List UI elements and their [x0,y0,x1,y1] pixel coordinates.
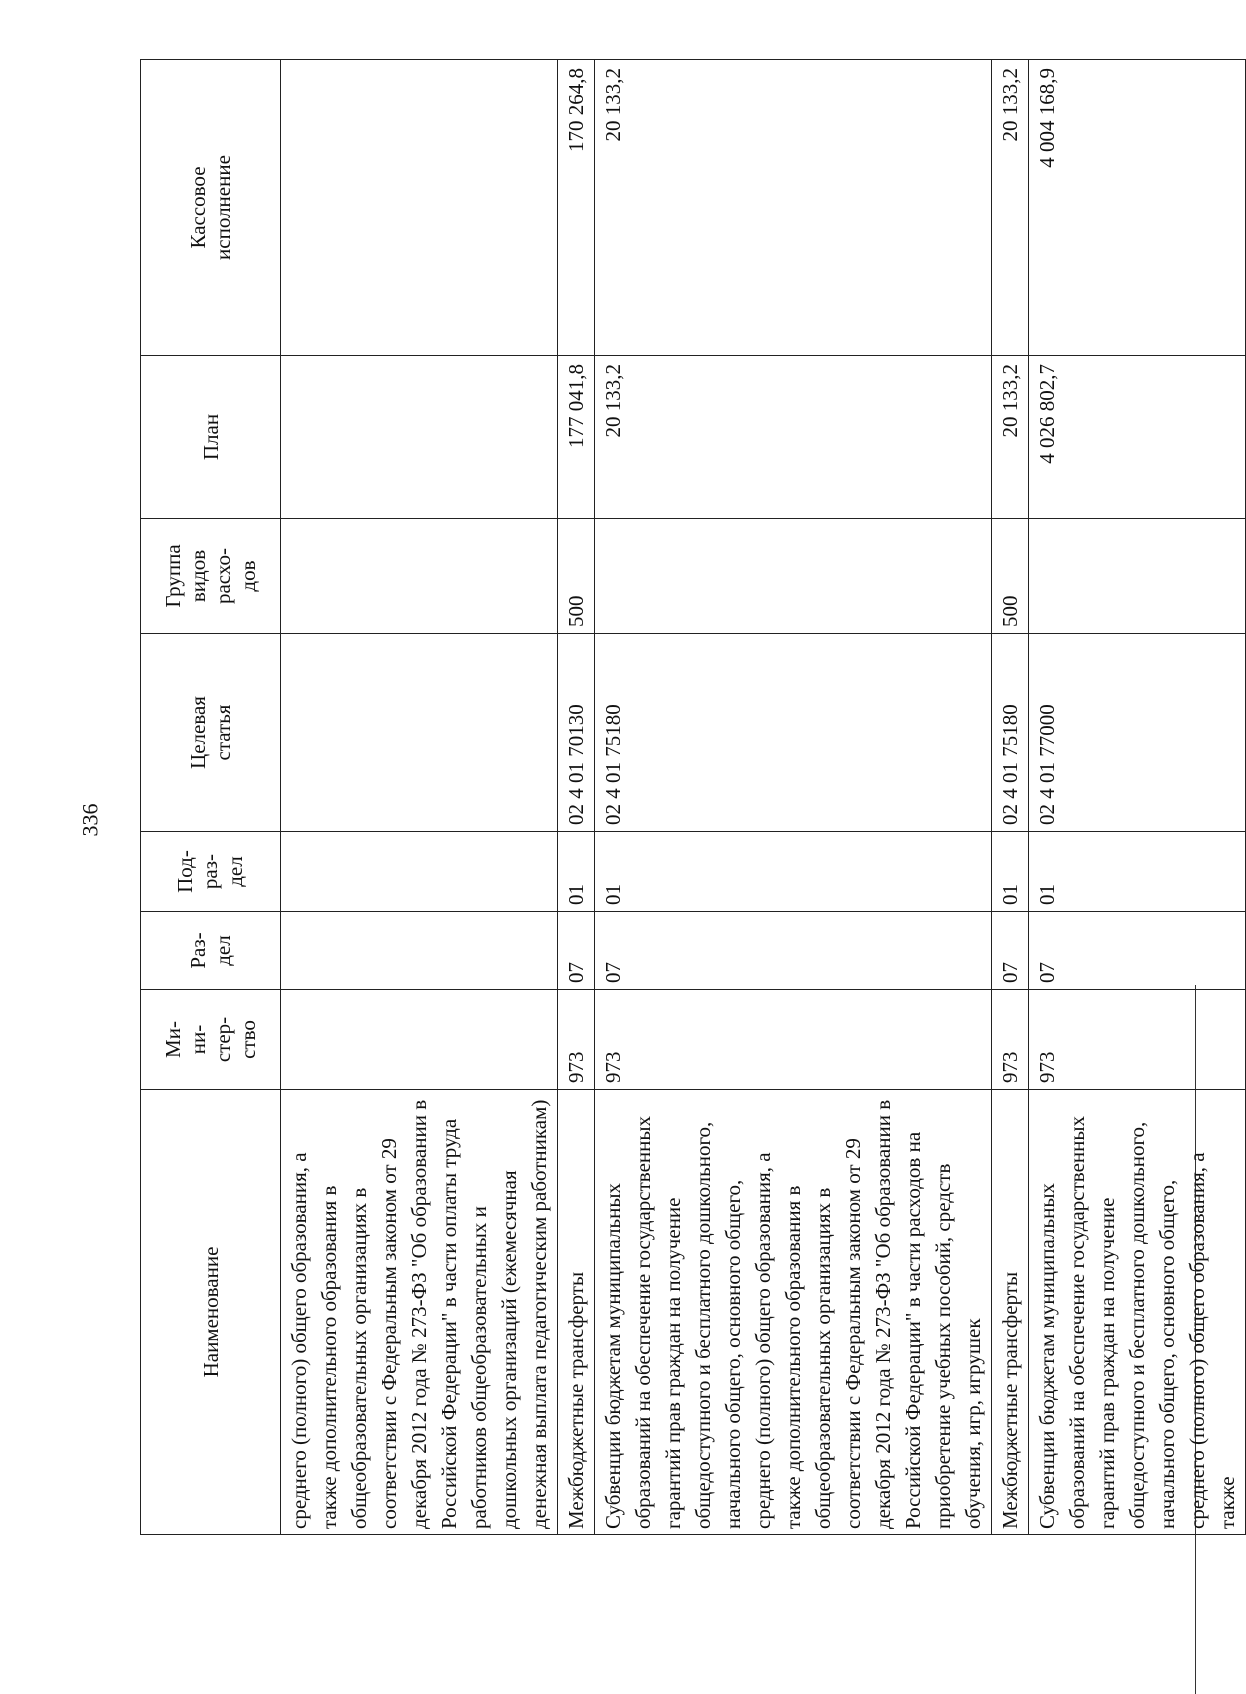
table-row [595,60,992,1535]
cell-subsection: 01 [558,832,595,912]
cell-name: Межбюджетные трансферты [558,1090,595,1535]
cell-ministry: 973 [595,990,992,1090]
cell-section [281,912,558,990]
cell-ministry [281,990,558,1090]
rotated-table-wrapper [140,60,1239,1535]
cell-target: 02 4 01 75180 [595,634,992,832]
cell-subsection: 01 [992,832,1029,912]
table-row [558,60,595,1535]
cell-plan: 20 133,2 [992,356,1029,519]
header-row [141,60,281,1535]
cell-subsection: 01 [595,832,992,912]
cell-ministry: 973 [1029,990,1246,1090]
table-row [1029,60,1246,1535]
header-subsection: Под- раз- дел [141,832,281,912]
cell-name: Субвенции бюджетам муниципальных образований на обеспечение государственных гарантий прав граждан на получение общедоступного и бесплатного дошкольного, начального общего, основного общего, среднего (полного) общего образования, а также дополнительного образования в общеобразовательных организациях в соответствии с Федеральным законом от 29 декабря 2012 года № 273-ФЗ "Об образовании в Российской Федерации" в части расходов на приобретение учебных пособий, средств обучения, игр, игрушек [595,1090,992,1535]
cell-name: среднего (полного) общего образования, а также дополнительного образования в общеобразовательных организациях в соответствии с Федеральным законом от 29 декабря 2012 года № 273-ФЗ "Об образовании в Российской Федерации" в части оплаты труда работников общеобразовательных и дошкольных организаций (ежемесячная денежная выплата педагогическим работникам) [281,1090,558,1535]
cell-subsection [281,832,558,912]
header-section: Раз- дел [141,912,281,990]
header-target: Целевая статья [141,634,281,832]
cell-section: 07 [992,912,1029,990]
cell-group [281,519,558,634]
header-name: Наименование [141,1090,281,1535]
cell-target: 02 4 01 70130 [558,634,595,832]
cell-name: Межбюджетные трансферты [992,1090,1029,1535]
cell-target: 02 4 01 77000 [1029,634,1246,832]
cell-target [281,634,558,832]
cell-ministry: 973 [992,990,1029,1090]
cell-plan: 177 041,8 [558,356,595,519]
header-plan: План [141,356,281,519]
cell-group [1029,519,1246,634]
table-row [281,60,558,1535]
table-row [992,60,1029,1535]
budget-table [140,59,1246,1535]
cell-cash: 4 004 168,9 [1029,60,1246,356]
header-cash: Кассовое исполнение [141,60,281,356]
cell-plan: 20 133,2 [595,356,992,519]
cell-group: 500 [992,519,1029,634]
cell-cash [281,60,558,356]
cell-plan: 4 026 802,7 [1029,356,1246,519]
cell-subsection: 01 [1029,832,1246,912]
cell-section: 07 [558,912,595,990]
cell-ministry: 973 [558,990,595,1090]
header-expense-group: Группа видов расхо- дов [141,519,281,634]
cell-group: 500 [558,519,595,634]
cell-cash: 170 264,8 [558,60,595,356]
cell-name: Субвенции бюджетам муниципальных образований на обеспечение государственных гарантий прав граждан на получение общедоступного и бесплатного дошкольного, начального общего, основного общего, среднего (полного) общего образования, а также [1029,1090,1246,1535]
cell-cash: 20 133,2 [992,60,1029,356]
cell-group [595,519,992,634]
header-ministry: Ми- ни- стер- ство [141,990,281,1090]
page-number: 336 [77,803,102,837]
cell-section: 07 [595,912,992,990]
cell-target: 02 4 01 75180 [992,634,1029,832]
cell-section: 07 [1029,912,1246,990]
cell-plan [281,356,558,519]
cell-cash: 20 133,2 [595,60,992,356]
